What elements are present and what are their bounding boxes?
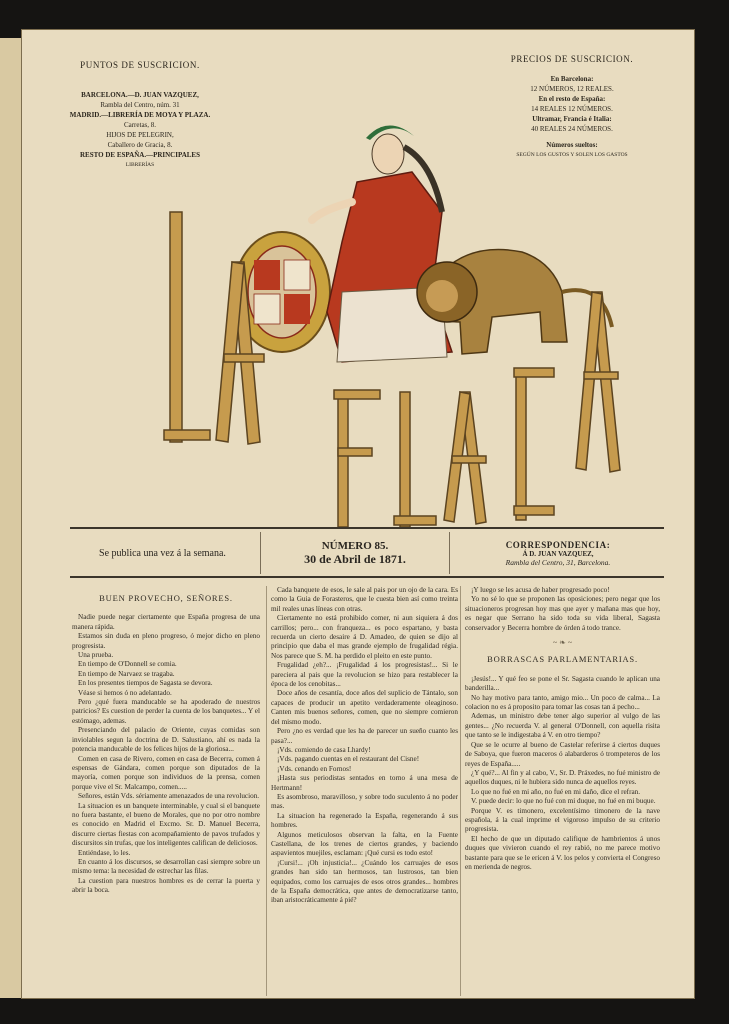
subscription-line: MADRID.—LIBRERÍA DE MOYA Y PLAZA.	[69, 111, 211, 119]
masthead-illustration	[142, 92, 632, 532]
price-line: SEGÚN LOS GUSTOS Y SOLEN LOS GASTOS	[516, 152, 628, 158]
article-paragraph: Algunos meticulosos observan la falta, en la Fuente Castellana, de los trenes de ciertos grandes, y baciendo aspavientos muejiles, esclaman: ¡Qué cursi es todo esto!	[271, 830, 458, 858]
subscription-line: BARCELONA.—D. JUAN VAZQUEZ,	[81, 91, 199, 99]
article-paragraph: Doce años de cesantía, doce años del suplicio de Tántalo, son capaces de producir un apetito verdaderamente oleaginoso. Canten mis buenos señores, comen, que no siempre comieron del mismo modo.	[271, 689, 458, 726]
subscription-line: Rambla del Centro, núm. 31	[100, 101, 180, 109]
issue-date: 30 de Abril de 1871.	[304, 551, 406, 566]
subscription-line: Caballero de Gracia, 8.	[107, 141, 173, 149]
frequency-text: Se publica una vez á la semana.	[99, 547, 226, 559]
price-line: Ultramar, Francia é Italia:	[532, 115, 612, 123]
price-line: En el resto de España:	[538, 95, 606, 103]
article-column	[266, 586, 458, 996]
article-paragraph: La cuestion para nuestros hombres es de cerrar la puerta y abrir la boca.	[72, 876, 260, 895]
subscription-line: RESTO DE ESPAÑA.—PRINCIPALES	[80, 151, 200, 159]
article-paragraph: Ademas, un ministro debe tener algo superior al vulgo de las gentes... ¿No recuerda V. al general O'Donnell, con aquella risita que tanto se le indigestaba á V. en otro tiempo?	[465, 712, 660, 740]
article-paragraph: Comen en casa de Rivero, comen en casa de Becerra, comen á espensas de Gándara, comen porque son diputados de la mayoría, comen porque son individuos de la prensa, comen porque vive el Sr. Malcampo, comen.....	[72, 754, 260, 791]
article-paragraph: ¡Cursi!... ¡Oh injusticia!... ¿Cuándo los carruajes de esos grandes han sido tan hermosos, tan lustrosos, tan bien equipados, como los carruajes de esos otros grandes... hombres de la España democrática, que antes de democratizarse tanto, iban aristocráticamente á pié?	[271, 858, 458, 905]
article-paragraph: Cada banquete de esos, le sale al pais por un ojo de la cara. Es como la Guia de Forasteros, que le cuesta bien así como treinta mil reales unas líneas con otras.	[271, 586, 458, 613]
article-paragraph: ¡Vds. cenando en Fornos!	[277, 764, 352, 773]
subscription-line: Carretas, 8.	[123, 121, 157, 129]
seated-figure	[312, 125, 452, 362]
article-paragraph: En los presentes tiempos de Sagasta se devora.	[78, 679, 213, 688]
subscription-points-title: PUNTOS DE SUSCRICION.	[80, 60, 200, 70]
article-paragraph: Señores, están Vds. sériamente amenazados de una revolucion.	[78, 792, 260, 801]
frequency-note	[70, 532, 255, 574]
article-paragraph: Frugalidad ¿eh?... ¡Frugalidad á los progresistas!... Si le pareciera al pais que la revolucion se hizo para restablecer la época de los cenobitas...	[271, 661, 458, 689]
newspaper-page	[22, 30, 694, 998]
article-title: BUEN PROVECHO, SEÑORES.	[99, 593, 233, 603]
article-paragraph: Nadie puede negar ciertamente que España progresa de una manera rápida.	[72, 613, 260, 631]
article-paragraph: Lo que no fué en mi año, no fué en mi daño, dice el refran.	[471, 787, 641, 796]
article-paragraph: ¡Vds. comiendo de casa Lhardy!	[277, 745, 371, 754]
article-paragraph: V. puede decir: lo que no fué con mi duque, no fué en mi buque.	[471, 797, 656, 806]
article-paragraph: Yo no sé lo que se proponen las oposiciones; pero negar que los situacioneros progresan hoy mas que ayer y mañana mas que hoy, es negar que Serrano ha sido toda su vida liberal, Sagasta conservador y Becerra hombre de órden á todo trance.	[465, 595, 660, 632]
article-paragraph: ¡Hasta sus periodistas sentados en torno á una mesa de Hertmann!	[271, 774, 458, 792]
article-paragraph: Es asombroso, maravilloso, y sobre todo suculento á no poder mas.	[271, 792, 458, 811]
correspondence-address: Rambla del Centro, 31, Barcelona.	[505, 557, 611, 567]
issue-number: NÚMERO 85.	[321, 539, 389, 552]
article-paragraph: No hay motivo para tanto, amigo mio... Un poco de calma... La colacion no es á proposito para tomar las cosas tan á pecho...	[465, 693, 660, 712]
article-paragraph: Una prueba.	[78, 651, 114, 660]
article-paragraph: La situacion es un banquete interminable, y cual si el banquete no fuera bastante, el bueno de Morales, que no por otro nombre es conocido en Madrid el Excmo. Sr. D. Manuel Becerra, discurre ciertas fiestas con acompañamiento de pavos trufados y discursitos sin trufas, que los inteligentes califican de deliciosos.	[72, 801, 260, 848]
correspondence	[452, 532, 664, 574]
article-paragraph: La situacion ha regenerado la España, regenerando á sus hombres.	[271, 811, 458, 830]
article-paragraph: Porque V. es timonero, excelentísimo timonero de la nave española, á la cual imprime el vigoroso impulso de su criterio progresista.	[465, 806, 660, 834]
divider	[70, 576, 664, 578]
masthead-title-text: LA FLACA	[384, 530, 390, 531]
article-title: BORRASCAS PARLAMENTARIAS.	[487, 654, 638, 665]
subscription-line: LIBRERÍAS	[125, 162, 155, 168]
article-paragraph: Pero ¿no es verdad que les ha de parecer un sueño cuanto les pasa?...	[271, 727, 458, 745]
article-paragraph: Véase si hemos ó no adelantado.	[78, 688, 172, 697]
article-paragraph: Presenciando del palacio de Oriente, cuyas comidas son inviolables segun la doctrina de D. Salustiano, ahí es nada la potencia manducable de los felices hijos de la gloriosa...	[72, 726, 260, 754]
article-paragraph: Que se le ocurre al bueno de Castelar referirse á ciertos duques de Saboya, que fueron maceros ó alabarderos ó trompeteros de los reyes de España.....	[465, 740, 660, 768]
correspondence-name: Á D. JUAN VAZQUEZ,	[522, 549, 594, 558]
section-ornament: ~ ❧ ~	[552, 638, 573, 648]
article-paragraph: El hecho de que un diputado califique de hambrientos á unos duques que vivieron cuando el rey rabió, no me parece motivo bastante para que se le ericen á V. los pelos y convierta el Congreso en merienda de negros.	[465, 834, 660, 871]
divider	[70, 527, 664, 529]
price-line: En Barcelona:	[550, 75, 594, 83]
price-line: 40 REALES 24 NÚMEROS.	[531, 125, 613, 133]
subscription-line: HIJOS DE PELEGRIN,	[106, 131, 174, 139]
subscription-prices-title: PRECIOS DE SUSCRICION.	[510, 54, 634, 64]
article-paragraph: En tiempo de Narvaez se tragaba.	[78, 669, 175, 678]
article-paragraph: ¡Y luego se les acusa de haber progresado poco!	[471, 586, 610, 594]
price-line: 12 NÚMEROS, 12 REALES.	[530, 85, 614, 93]
article-paragraph: Ciertamente no está prohibido comer, ni aun siquiera á dos carrillos; pero... con franqueza... es poco espartano, y basta recuerda un cierto desaire á D. Amadeo, de quien se dijo al principio que daba el mas grande ejemplo de frugalidad régia. Nos parece que S. M. ha perdido el pleito en este punto.	[271, 614, 458, 660]
article-paragraph: ¡Jesús!... Y qué feo se pone el Sr. Sagasta cuando le aplican una banderilla...	[465, 674, 660, 693]
correspondence-title: CORRESPONDENCIA:	[505, 539, 611, 550]
price-line: Números sueltos:	[546, 141, 598, 149]
article-column	[460, 586, 660, 996]
article-paragraph: En cuanto á los discursos, se desarrollan casi siempre sobre un mismo tema: la necesidad de estrechar las filas.	[72, 857, 260, 876]
price-line: 14 REALES 12 NÚMEROS.	[531, 105, 613, 113]
article-paragraph: Estamos sin duda en pleno progreso, ó mejor dicho en pleno progresista.	[72, 632, 260, 650]
article-paragraph: Entiéndase, lo les.	[78, 848, 131, 857]
article-paragraph: En tiempo de O'Donnell se comia.	[78, 660, 177, 669]
article-column	[72, 586, 260, 996]
article-paragraph: ¿Y qué?... Al fin y al cabo, V., Sr. D. Práxedes, no fué ministro de aquellos duques, ni le hubiera sido nunca de aquellos reyes.	[465, 768, 660, 787]
article-paragraph: ¡Vds. pagando cuentas en el restaurant del Cisne!	[277, 755, 420, 764]
article-paragraph: Pero ¿qué fuera manducable se ha apoderado de nuestros patricios? Es cuestion de perder la cuenta de los banquetes... Y el estómago, ademas.	[72, 698, 260, 725]
issue-info	[260, 532, 450, 574]
